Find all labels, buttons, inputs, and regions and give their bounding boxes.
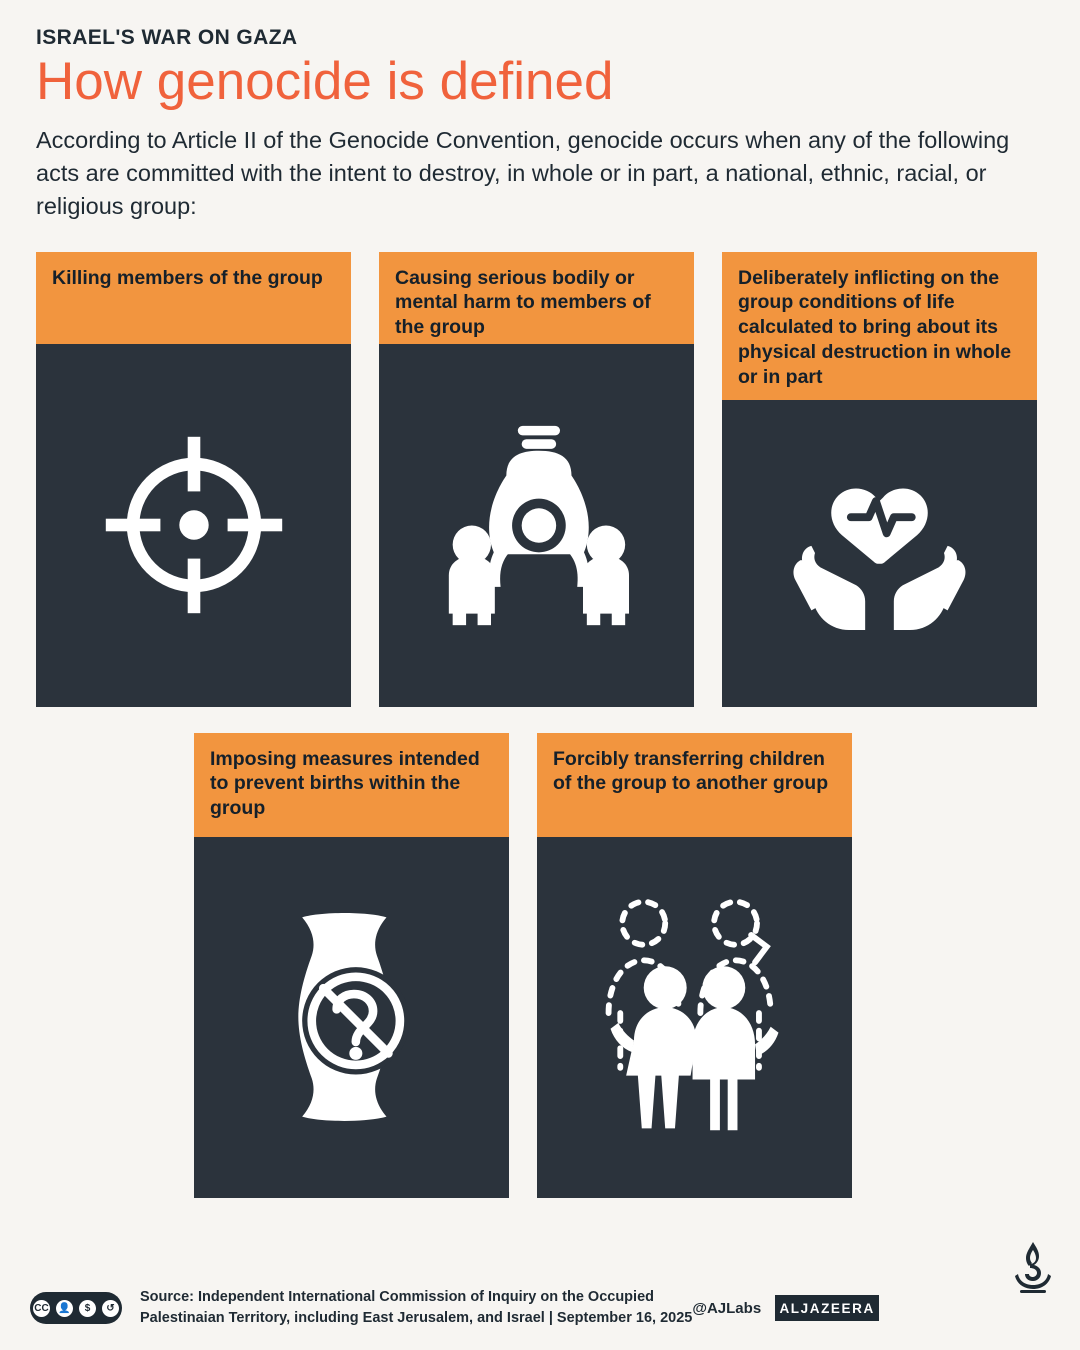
- cards-row-2: [194, 733, 1044, 1198]
- card-killing-members: [36, 252, 351, 707]
- people-distress-icon: [379, 344, 694, 707]
- source-note: [140, 1287, 692, 1329]
- cc-mark: CC: [33, 1300, 50, 1317]
- card-caption: Causing serious bodily or mental harm to members of the group: [379, 252, 694, 344]
- source-line-1: Source: Independent International Commission of Inquiry on the Occupied: [140, 1288, 654, 1305]
- footer: [0, 1266, 1080, 1350]
- children-transfer-icon: [537, 837, 852, 1198]
- aljazeera-calligraphy-icon: [1010, 1240, 1056, 1298]
- cards-grid: [36, 252, 1044, 1198]
- source-line-2: Palestinaian Territory, including East Jerusalem, and Israel | September 16, 2025: [140, 1310, 693, 1326]
- social-handle: @AJLabs: [692, 1299, 762, 1317]
- cc-by-icon: 👤: [56, 1300, 73, 1317]
- cards-row-1: [36, 252, 1044, 707]
- cc-license-icon: [30, 1292, 122, 1324]
- card-bodily-mental-harm: [379, 252, 694, 707]
- standfirst: According to Article II of the Genocide Convention, genocide occurs when any of the following acts are committed with the intent to destroy, in whole or in part, a national, ethnic, racial, or religious group:: [36, 126, 1010, 220]
- page-title: How genocide is defined: [36, 52, 614, 111]
- footer-brand: [692, 1295, 887, 1321]
- aljazeera-logo: ALJAZEERA: [775, 1295, 879, 1321]
- card-prevent-births: [194, 733, 509, 1198]
- kicker: ISRAEL'S WAR ON GAZA: [36, 26, 298, 49]
- creative-commons-badge: [30, 1292, 122, 1324]
- crosshair-target-icon: [36, 344, 351, 707]
- cc-sa-icon: ↺: [102, 1300, 119, 1317]
- card-caption: Forcibly transferring children of the group to another group: [537, 733, 852, 837]
- card-conditions-of-life: [722, 252, 1037, 707]
- header: [0, 0, 1080, 224]
- heart-in-hands-icon: [722, 400, 1037, 707]
- cc-nc-icon: $: [79, 1300, 96, 1317]
- card-caption: Deliberately inflicting on the group conditions of life calculated to bring about its physical destruction in whole or in part: [722, 252, 1037, 400]
- card-caption: Killing members of the group: [36, 252, 351, 344]
- card-transferring-children: [537, 733, 852, 1198]
- no-pregnancy-icon: [194, 837, 509, 1198]
- card-caption: Imposing measures intended to prevent births within the group: [194, 733, 509, 837]
